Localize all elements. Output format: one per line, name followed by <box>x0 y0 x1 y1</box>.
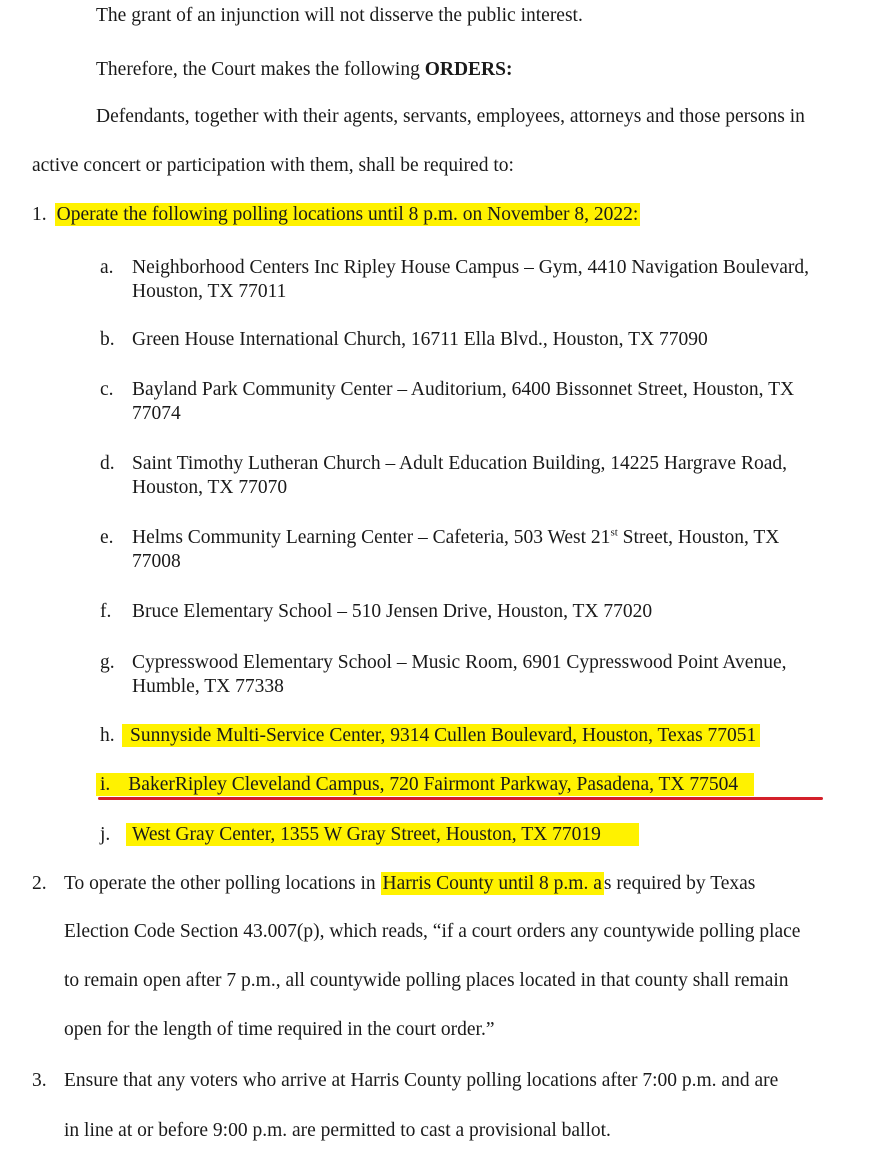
location-highlighted-text: West Gray Center, 1355 W Gray Street, Houston, TX 77019 <box>126 823 639 846</box>
location-highlighted-text: BakerRipley Cleveland Campus, 720 Fairmont Parkway, Pasadena, TX 77504 <box>112 773 754 796</box>
paragraph-public-interest: The grant of an injunction will not disserve the public interest. <box>96 5 583 26</box>
location-line1: Neighborhood Centers Inc Ripley House Campus – Gym, 4410 Navigation Boulevard, <box>132 257 809 278</box>
location-line2: Humble, TX 77338 <box>132 676 284 697</box>
ordinal-suffix: st <box>610 526 618 539</box>
location-label: f. <box>100 601 112 622</box>
location-label: g. <box>100 652 115 673</box>
location-label: a. <box>100 257 114 278</box>
order-1 <box>32 203 640 227</box>
location-label: h. <box>100 725 115 746</box>
paragraph-defendants-line1: Defendants, together with their agents, servants, employees, attorneys and those persons in <box>96 106 805 127</box>
orders-intro-text: Therefore, the Court makes the following <box>96 59 425 80</box>
order-2-line2: Election Code Section 43.007(p), which reads, “if a court orders any countywide polling place <box>64 921 801 942</box>
paragraph-defendants-line2: active concert or participation with them, shall be required to: <box>32 155 514 176</box>
order-2-line1 <box>64 872 755 896</box>
location-line1-rest: Street, Houston, TX <box>617 527 780 548</box>
location-label: d. <box>100 453 115 474</box>
location-label: i. <box>96 773 112 796</box>
location-label: c. <box>100 379 114 400</box>
location-line1: Bruce Elementary School – 510 Jensen Drive, Houston, TX 77020 <box>132 601 653 622</box>
order-2-line3: to remain open after 7 p.m., all countywide polling places located in that county shall remain <box>64 970 789 991</box>
order-2-highlighted-text: Harris County until 8 p.m. a <box>382 873 602 894</box>
order-2-line4: open for the length of time required in the court order.” <box>64 1019 495 1040</box>
location-line1: Cypresswood Elementary School – Music Room, 6901 Cypresswood Point Avenue, <box>132 652 787 673</box>
order-3-line2: in line at or before 9:00 p.m. are permitted to cast a provisional ballot. <box>64 1120 611 1141</box>
location-line2: Houston, TX 77070 <box>132 477 288 498</box>
location-label: j. <box>100 824 111 845</box>
location-label: e. <box>100 527 114 548</box>
order-3-line1: Ensure that any voters who arrive at Harris County polling locations after 7:00 p.m. and are <box>64 1070 779 1091</box>
order-2-text: To operate the other polling locations in <box>64 873 381 894</box>
orders-heading: ORDERS: <box>424 59 513 80</box>
order-2-number: 2. <box>32 873 47 894</box>
red-underline <box>98 797 823 800</box>
order-1-text: Operate the following polling locations until 8 p.m. on November 8, 2022: <box>56 204 639 225</box>
location-label: b. <box>100 329 115 350</box>
location-line1 <box>126 823 639 847</box>
location-line1: Green House International Church, 16711 Ella Blvd., Houston, TX 77090 <box>132 329 708 350</box>
location-line1: Bayland Park Community Center – Auditorium, 6400 Bissonnet Street, Houston, TX <box>132 379 795 400</box>
location-line2: Houston, TX 77011 <box>132 281 287 302</box>
order-2-text-rest: s required by Texas <box>603 873 756 894</box>
location-line1 <box>122 724 760 748</box>
order-3-number: 3. <box>32 1070 47 1091</box>
location-line1: Saint Timothy Lutheran Church – Adult Education Building, 14225 Hargrave Road, <box>132 453 788 474</box>
location-line1-text: Helms Community Learning Center – Cafeteria, 503 West 21 <box>132 527 611 548</box>
location-line1 <box>96 773 754 797</box>
order-1-number: 1. <box>32 204 47 225</box>
location-highlighted-text: Sunnyside Multi-Service Center, 9314 Cullen Boulevard, Houston, Texas 77051 <box>122 724 760 747</box>
location-line1 <box>132 526 779 550</box>
location-line2: 77008 <box>132 551 181 572</box>
location-line2: 77074 <box>132 403 181 424</box>
paragraph-orders-intro <box>96 58 512 82</box>
